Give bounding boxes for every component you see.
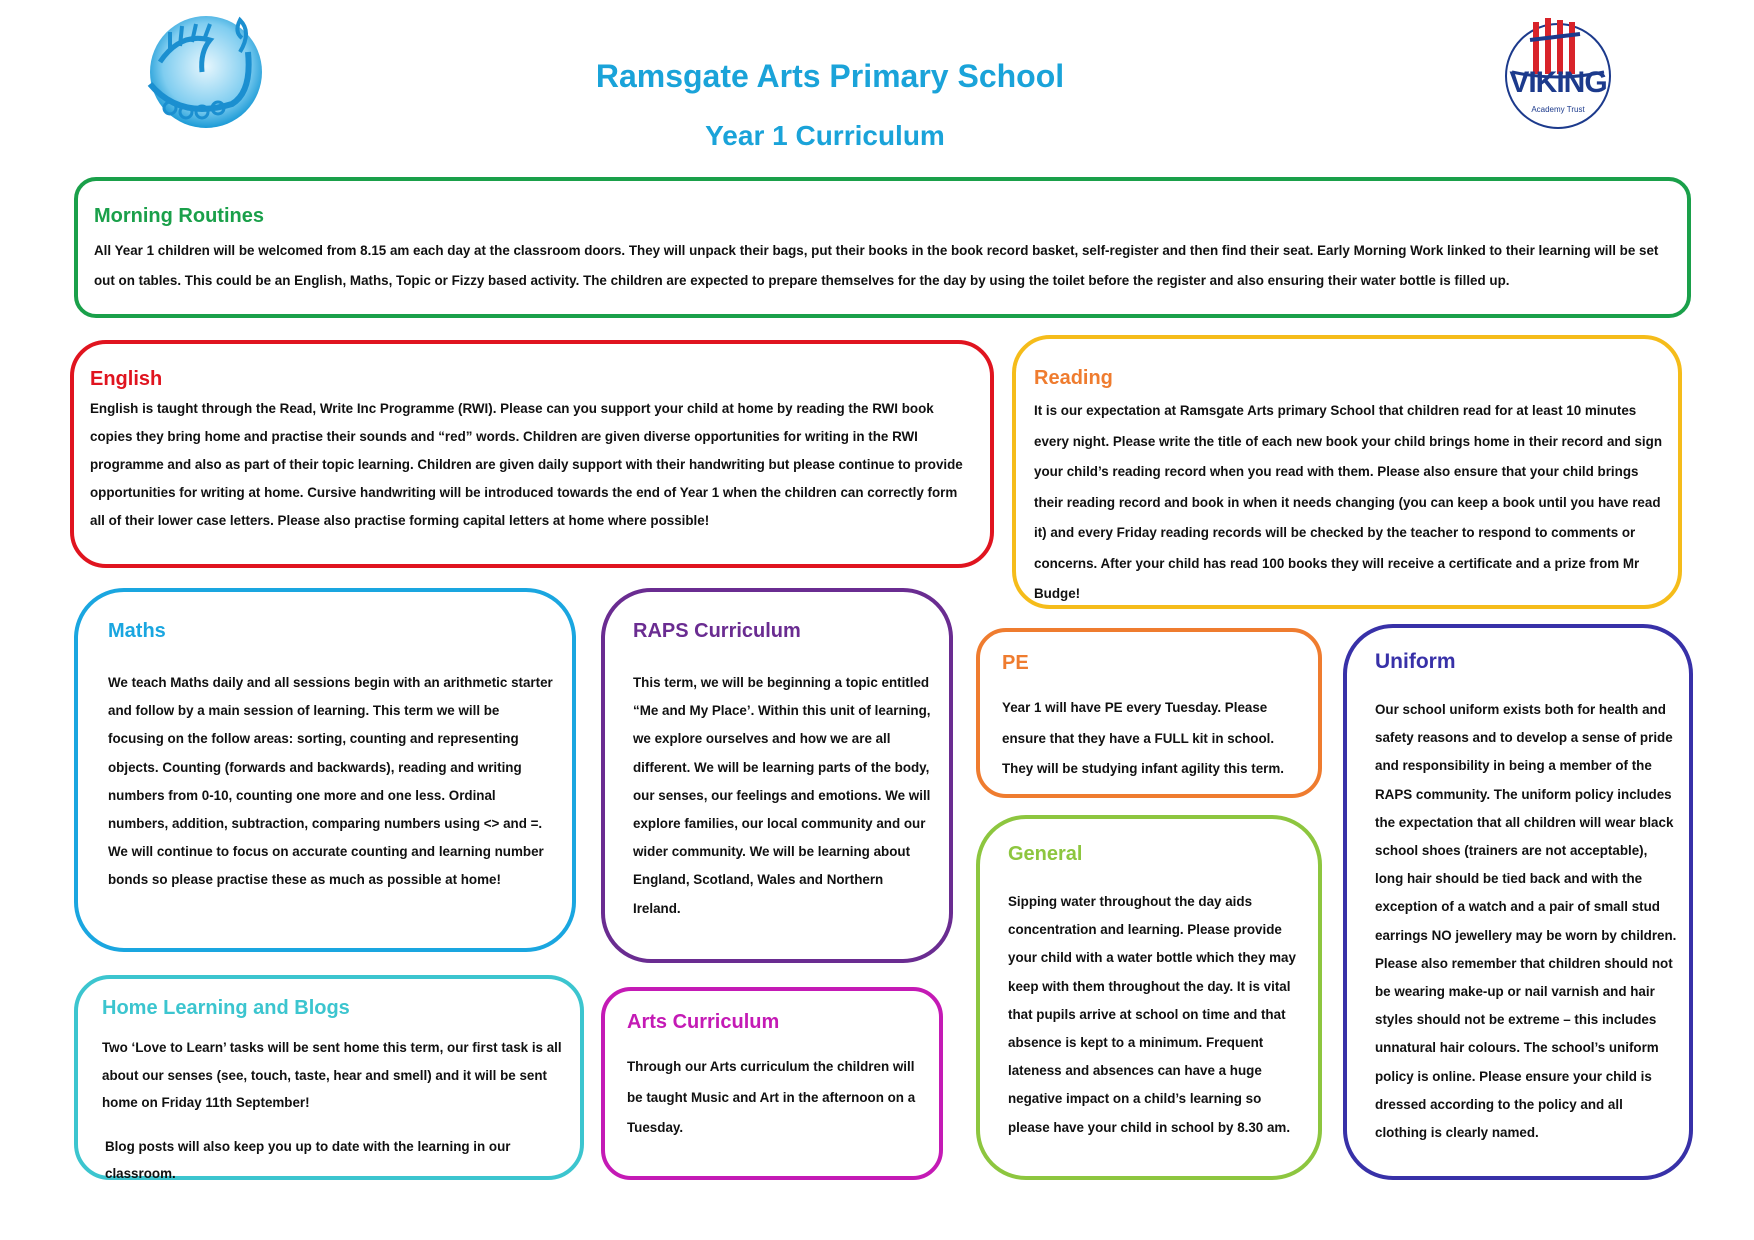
pe-title: PE (1002, 652, 1029, 674)
general-box (976, 815, 1322, 1180)
raps-curriculum-title: RAPS Curriculum (633, 620, 801, 642)
reading-text: It is our expectation at Ramsgate Arts primary School that children read for at least 10 minutes every night. Please write the title of each new book your child brings home in their record and sign your child’s reading record when you read with them. Please also ensure that your child brings their reading record and book in when it needs changing (you can keep a book until you have read it) and every Friday reading records will be checked by the teacher to respond to comments or concerns. After your child has read 100 books they will receive a certificate and a prize from Mr Budge! (1034, 403, 1663, 601)
english-box (70, 340, 994, 568)
arts-curriculum-title: Arts Curriculum (627, 1011, 780, 1033)
arts-curriculum-box (601, 987, 943, 1180)
english-title: English (90, 368, 163, 390)
uniform-title: Uniform (1375, 650, 1456, 673)
home-learning-box (74, 975, 584, 1180)
home-learning-text: Two ‘Love to Learn’ tasks will be sent home this term, our first task is all about our senses (see, touch, taste, hear and smell) and it will be sent home on Friday 11th September! (102, 1040, 562, 1110)
viking-logo-text: VIKING (1509, 66, 1607, 99)
maths-box (74, 588, 576, 952)
reading-box (1012, 335, 1682, 609)
raps-curriculum-box (601, 588, 953, 963)
morning-routines-title: Morning Routines (94, 205, 264, 227)
morning-routines-box (74, 177, 1691, 318)
maths-title: Maths (108, 620, 166, 642)
school-title: Ramsgate Arts Primary School (595, 58, 1065, 94)
home-learning-title: Home Learning and Blogs (102, 997, 350, 1019)
blog-posts-text: Blog posts will also keep you up to date with the learning in our classroom. (105, 1138, 511, 1181)
morning-routines-text: All Year 1 children will be welcomed from 8.15 am each day at the classroom doors. They will unpack their bags, put their books in the book record basket, self-register and then find their seat. Early Morning Work linked to their learning will be set out on tables. This could be an English, Maths, Topic or Fizzy based activity. The children are expected to prepare themselves for the day by using the toilet before the register and also ensuring their water bottle is filled up. (94, 243, 1659, 288)
reading-title: Reading (1034, 367, 1113, 389)
uniform-text: Our school uniform exists both for health and safety reasons and to develop a sense of pride and responsibility in being a member of the RAPS community. The uniform policy includes the expectation that all children will wear black school shoes (trainers are not acceptable), long hair should be tied back and with the exception of a watch and a pair of small stud earrings NO jewellery may be worn by children. Please also remember that children should not be wearing make-up or nail varnish and hair styles should not be extreme – this includes unnatural hair colours. The school’s uniform policy is online. Please ensure your child is dressed according to the policy and all clothing is clearly named. (1375, 702, 1677, 1141)
general-title: General (1008, 843, 1083, 865)
arts-curriculum-text: Through our Arts curriculum the children will be taught Music and Art in the afternoon on a Tuesday. (627, 1059, 916, 1135)
general-text: Sipping water throughout the day aids concentration and learning. Please provide your child with a water bottle which they may keep with them throughout the day. It is vital that pupils arrive at school on time and that absence is kept to a minimum. Frequent lateness and absences can have a huge negative impact on a child’s learning so please have your child in school by 8.30 am. (1008, 894, 1296, 1135)
viking-logo-subtext: Academy Trust (1531, 105, 1585, 114)
maths-text: We teach Maths daily and all sessions begin with an arithmetic starter and follow by a main session of learning. This term we will be focusing on the follow areas: sorting, counting and representing objects. Counting (forwards and backwards), reading and writing numbers from 0-10, counting one more and one less. Ordinal numbers, addition, subtraction, comparing numbers using <> and =. We will continue to focus on accurate counting and learning number bonds so please practise these as much as possible at home! (108, 675, 553, 888)
english-text: English is taught through the Read, Write Inc Programme (RWI). Please can you support your child at home by reading the RWI book copies they bring home and practise their sounds and “red” words. Children are given diverse opportunities for writing in the RWI programme and also as part of their topic learning. Children are given daily support with their handwriting but please continue to provide opportunities for writing at home. Cursive handwriting will be introduced towards the end of Year 1 when the children can correctly form all of their lower case letters. Please also practise forming capital letters at home where possible! (90, 401, 963, 528)
pe-text: Year 1 will have PE every Tuesday. Please ensure that they have a FULL kit in school. They will be studying infant agility this term. (1002, 700, 1284, 776)
uniform-box (1343, 624, 1693, 1180)
pe-box (976, 628, 1322, 798)
year-title: Year 1 Curriculum (705, 120, 945, 151)
raps-curriculum-text: This term, we will be beginning a topic entitled “Me and My Place’. Within this unit of learning, we explore ourselves and how we are all different. We will be learning parts of the body, our senses, our feelings and emotions. We will explore families, our local community and our wider community. We will be learning about England, Scotland, Wales and Northern Ireland. (633, 675, 931, 916)
